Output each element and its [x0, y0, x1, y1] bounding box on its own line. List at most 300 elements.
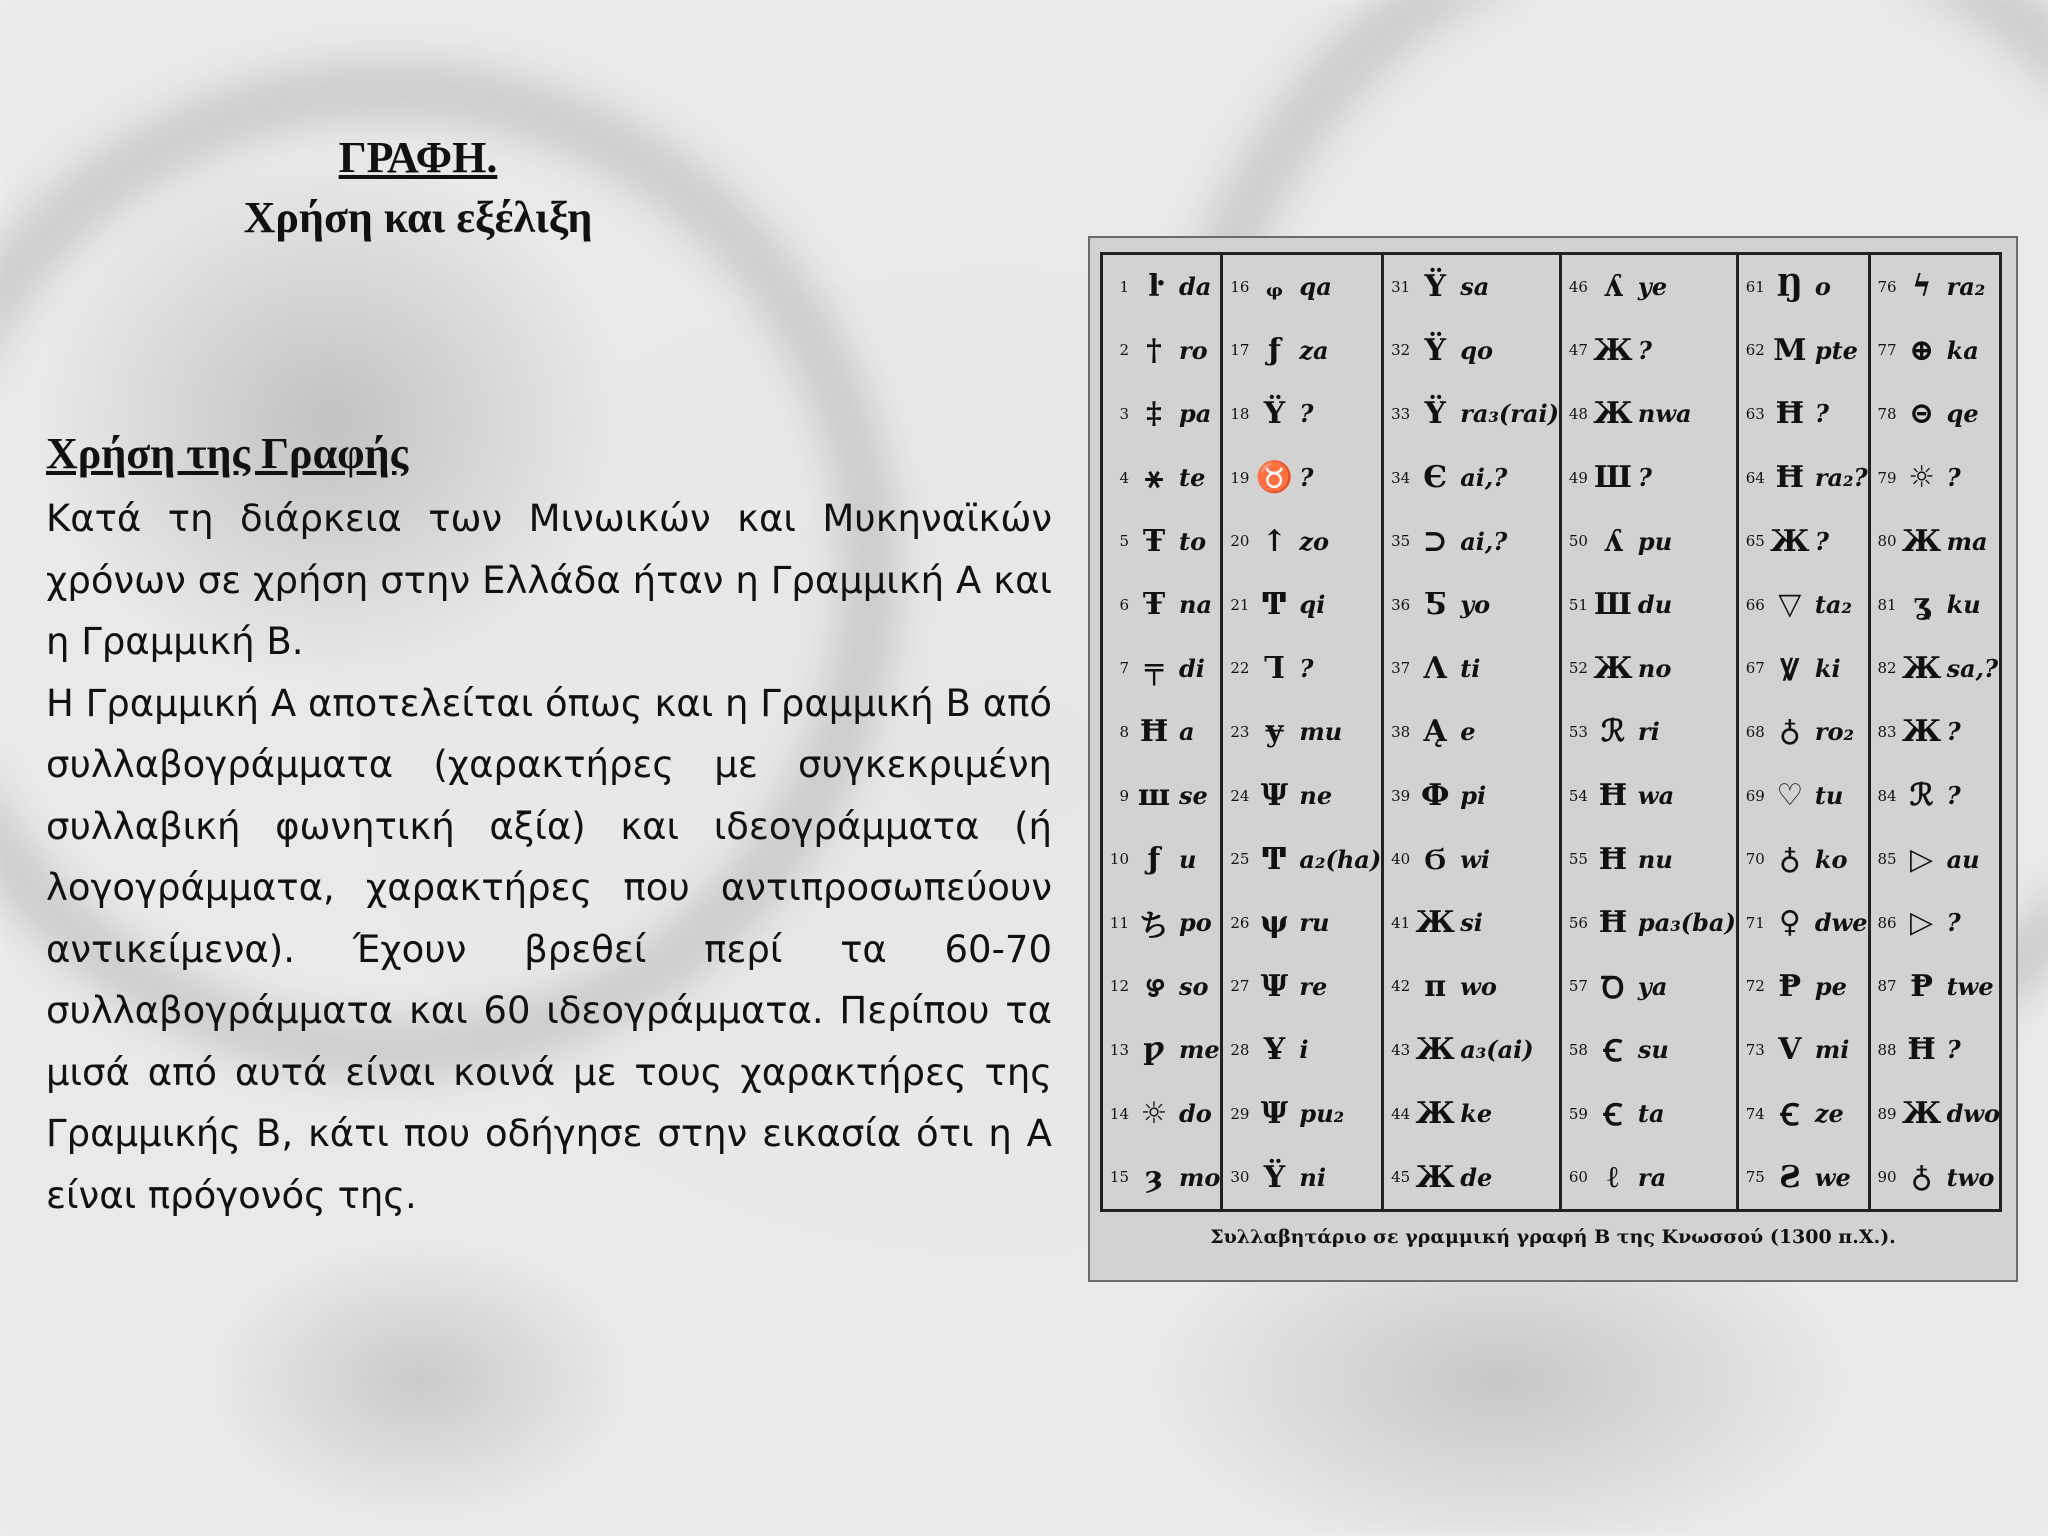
- sign-number: 44: [1391, 1104, 1411, 1123]
- sign-glyph: Ж: [1901, 523, 1942, 559]
- syllabary-cell: [1384, 1145, 1559, 1209]
- syllabary-cell: [1739, 827, 1868, 891]
- syllabary-cell: [1223, 700, 1381, 764]
- syllabary-cell: [1562, 573, 1736, 637]
- sign-value: o: [1814, 272, 1831, 302]
- syllabary-cell: [1739, 955, 1868, 1019]
- sign-number: 83: [1877, 722, 1897, 741]
- syllabary-cell: [1739, 382, 1868, 446]
- sign-glyph: Ħ: [1598, 841, 1628, 877]
- sign-glyph: Ꝺ: [1601, 970, 1625, 1006]
- sign-number: 57: [1568, 977, 1588, 996]
- sign-glyph: Ꝟ: [1780, 652, 1799, 688]
- sign-glyph: ɏ: [1265, 714, 1284, 750]
- sign-glyph: ƒ: [1147, 841, 1161, 877]
- syllabary-figure: [1088, 236, 2018, 1282]
- syllabary-cell: [1103, 700, 1220, 764]
- sign-glyph: ▷: [1910, 841, 1934, 877]
- sign-number: 7: [1119, 659, 1129, 678]
- sign-value: u: [1179, 844, 1197, 874]
- sign-value: nwa: [1637, 399, 1692, 429]
- syllabary-cell: [1103, 319, 1220, 383]
- sign-value: ra₂?: [1814, 463, 1868, 493]
- sign-value: de: [1460, 1162, 1493, 1192]
- syllabary-cell: [1871, 1145, 2000, 1209]
- syllabary-cell: [1223, 573, 1381, 637]
- sign-number: 88: [1877, 1040, 1897, 1059]
- sign-number: 33: [1391, 404, 1411, 423]
- sign-glyph: †: [1146, 332, 1162, 368]
- sign-value: ru: [1299, 908, 1330, 938]
- sign-value: twe: [1946, 971, 1994, 1001]
- sign-glyph: ȝ: [1144, 1159, 1164, 1195]
- syllabary-cell: [1103, 446, 1220, 510]
- sign-glyph: Ж: [1901, 650, 1942, 686]
- sign-value: e: [1460, 717, 1476, 747]
- sign-number: 20: [1230, 532, 1250, 551]
- sign-number: 26: [1230, 913, 1250, 932]
- sign-number: 74: [1745, 1104, 1765, 1123]
- sign-value: ?: [1946, 908, 1961, 938]
- sign-number: 60: [1568, 1168, 1588, 1187]
- syllabary-cell: [1384, 1082, 1559, 1146]
- sign-glyph: Ħ: [1598, 905, 1628, 941]
- sign-glyph: ‡: [1146, 396, 1162, 432]
- sign-value: ai,?: [1460, 463, 1508, 493]
- sign-number: 82: [1877, 659, 1897, 678]
- sign-number: 66: [1745, 595, 1765, 614]
- sign-value: dwe: [1814, 908, 1868, 938]
- sign-value: two: [1946, 1162, 1995, 1192]
- body-text: [46, 488, 1052, 1226]
- sign-value: dwo: [1946, 1099, 2001, 1129]
- sign-value: ?: [1299, 399, 1314, 429]
- sign-number: 86: [1877, 913, 1897, 932]
- sign-number: 31: [1391, 277, 1411, 296]
- sign-number: 56: [1568, 913, 1588, 932]
- sign-glyph: Ħ: [1598, 778, 1628, 814]
- sign-glyph: ♁: [1778, 841, 1801, 877]
- sign-value: we: [1814, 1162, 1851, 1192]
- sign-number: 16: [1230, 277, 1250, 296]
- sign-glyph: Ᵽ: [1778, 968, 1802, 1004]
- sign-value: a₃(ai): [1460, 1035, 1534, 1065]
- sign-value: ki: [1814, 653, 1841, 683]
- syllabary-cell: [1223, 764, 1381, 828]
- sign-value: wi: [1460, 844, 1490, 874]
- syllabary-cell: [1384, 1018, 1559, 1082]
- slide-title: [0, 128, 836, 248]
- sign-glyph: Ꞁ: [1263, 650, 1285, 686]
- sign-number: 80: [1877, 532, 1897, 551]
- syllabary-cell: [1384, 446, 1559, 510]
- sign-glyph: M: [1773, 332, 1807, 368]
- sign-number: 51: [1568, 595, 1588, 614]
- sign-value: za: [1299, 335, 1329, 365]
- sign-number: 79: [1877, 468, 1897, 487]
- syllabary-cell: [1223, 446, 1381, 510]
- syllabary-cell: [1871, 573, 2000, 637]
- sign-value: ?: [1637, 335, 1652, 365]
- sign-number: 6: [1119, 595, 1129, 614]
- sign-glyph: Ͳ: [1262, 587, 1287, 623]
- sign-glyph: Ж: [1770, 523, 1810, 559]
- sign-number: 75: [1745, 1168, 1765, 1187]
- sign-number: 9: [1119, 786, 1129, 805]
- syllabary-cell: [1103, 255, 1220, 319]
- syllabary-cell: [1739, 255, 1868, 319]
- sign-value: pe: [1814, 971, 1847, 1001]
- sign-glyph: ш: [1137, 778, 1171, 814]
- sign-number: 84: [1877, 786, 1897, 805]
- sign-number: 55: [1568, 850, 1588, 869]
- syllabary-cell: [1739, 891, 1868, 955]
- sign-glyph: ʓ: [1913, 587, 1931, 623]
- sign-number: 43: [1391, 1040, 1411, 1059]
- sign-number: 38: [1391, 722, 1411, 741]
- sign-value: wa: [1637, 781, 1675, 811]
- sign-number: 19: [1230, 468, 1250, 487]
- syllabary-cell: [1223, 1082, 1381, 1146]
- sign-number: 39: [1391, 786, 1411, 805]
- sign-glyph: ℓ: [1607, 1159, 1619, 1195]
- sign-value: di: [1179, 653, 1205, 683]
- sign-value: to: [1179, 526, 1207, 556]
- sign-value: ye: [1637, 272, 1668, 302]
- paragraph-1: Κατά τη διάρκεια των Μινωικών και Μυκηναϊκών χρόνων σε χρήση στην Ελλάδα ήταν η Γραμμική Α και η Γραμμική Β.: [46, 497, 1052, 663]
- syllabary-cell: [1103, 764, 1220, 828]
- sign-glyph: ⊝: [1909, 396, 1935, 432]
- syllabary-cell: [1384, 255, 1559, 319]
- sign-number: 30: [1230, 1168, 1250, 1187]
- sign-glyph: ☼: [1908, 460, 1936, 496]
- sign-value: no: [1637, 653, 1672, 683]
- sign-value: po: [1179, 908, 1212, 938]
- sign-glyph: ℛ: [1600, 714, 1625, 750]
- sign-glyph: ♉: [1255, 460, 1294, 496]
- syllabary-cell: [1103, 382, 1220, 446]
- syllabary-cell: [1223, 255, 1381, 319]
- syllabary-cell: [1871, 891, 2000, 955]
- sign-value: ?: [1637, 463, 1652, 493]
- sign-number: 47: [1568, 341, 1588, 360]
- syllabary-table: [1100, 252, 2002, 1212]
- syllabary-cell: [1871, 955, 2000, 1019]
- sign-number: 73: [1745, 1040, 1765, 1059]
- sign-value: a: [1179, 717, 1195, 747]
- sign-number: 77: [1877, 341, 1897, 360]
- syllabary-cell: [1103, 573, 1220, 637]
- sign-number: 17: [1230, 341, 1250, 360]
- sign-number: 50: [1568, 532, 1588, 551]
- sign-value: si: [1460, 908, 1483, 938]
- sign-number: 12: [1109, 977, 1129, 996]
- syllabary-cell: [1223, 637, 1381, 701]
- syllabary-cell: [1562, 955, 1736, 1019]
- sign-number: 22: [1230, 659, 1250, 678]
- sign-glyph: Ϭ: [1424, 841, 1447, 877]
- sign-glyph: Ƨ: [1778, 1159, 1801, 1195]
- sign-number: 27: [1230, 977, 1250, 996]
- syllabary-cell: [1223, 1145, 1381, 1209]
- sign-glyph: Ф: [1420, 778, 1450, 814]
- sign-value: ni: [1299, 1162, 1326, 1192]
- syllabary-cell: [1384, 764, 1559, 828]
- sign-glyph: Ψ: [1260, 968, 1289, 1004]
- sign-glyph: Ϋ: [1424, 332, 1446, 368]
- sign-value: ?: [1946, 1035, 1961, 1065]
- sign-value: ?: [1814, 526, 1829, 556]
- syllabary-cell: [1739, 764, 1868, 828]
- syllabary-cell: [1103, 827, 1220, 891]
- sign-value: te: [1179, 463, 1206, 493]
- sign-glyph: Ħ: [1775, 396, 1804, 432]
- syllabary-cell: [1223, 509, 1381, 573]
- syllabary-cell: [1562, 764, 1736, 828]
- sign-value: ?: [1299, 653, 1314, 683]
- sign-glyph: Ж: [1415, 1096, 1455, 1132]
- syllabary-cell: [1871, 1082, 2000, 1146]
- sign-glyph: ʎ: [1603, 523, 1623, 559]
- sign-value: nu: [1637, 844, 1673, 874]
- syllabary-column: [1739, 255, 1871, 1209]
- sign-value: da: [1179, 272, 1212, 302]
- sign-glyph: ⊃: [1422, 523, 1448, 559]
- sign-glyph: ▷: [1910, 905, 1934, 941]
- sign-value: qa: [1299, 272, 1332, 302]
- sign-number: 2: [1119, 341, 1129, 360]
- syllabary-cell: [1562, 446, 1736, 510]
- syllabary-cell: [1562, 1145, 1736, 1209]
- sign-glyph: Ж: [1593, 332, 1633, 368]
- sign-glyph: Ж: [1415, 1032, 1455, 1068]
- syllabary-cell: [1223, 891, 1381, 955]
- sign-value: du: [1637, 590, 1673, 620]
- sign-value: ze: [1814, 1099, 1844, 1129]
- syllabary-cell: [1562, 255, 1736, 319]
- figure-caption: Συλλαβητάριο σε γραμμική γραφή Β της Κνωσσού (1300 π.Χ.).: [1210, 1226, 1896, 1248]
- sign-value: ra₃(rai): [1460, 399, 1559, 429]
- sign-number: 3: [1119, 404, 1129, 423]
- sign-number: 10: [1109, 850, 1129, 869]
- sign-glyph: ♁: [1778, 714, 1801, 750]
- sign-glyph: ↑: [1261, 523, 1287, 559]
- syllabary-cell: [1384, 700, 1559, 764]
- sign-glyph: ƒ: [1267, 332, 1281, 368]
- sign-value: ti: [1460, 653, 1481, 683]
- sign-glyph: Ŧ: [1142, 587, 1166, 623]
- sign-number: 76: [1877, 277, 1897, 296]
- syllabary-cell: [1871, 764, 2000, 828]
- sign-value: ri: [1637, 717, 1660, 747]
- sign-glyph: Ꞓ: [1603, 1098, 1623, 1134]
- syllabary-cell: [1103, 1145, 1220, 1209]
- sign-glyph: ☼: [1140, 1096, 1168, 1132]
- sign-glyph: Ꞓ: [1780, 1098, 1800, 1134]
- syllabary-cell: [1739, 319, 1868, 383]
- syllabary-cell: [1384, 509, 1559, 573]
- syllabary-column: [1384, 255, 1562, 1209]
- sign-number: 48: [1568, 404, 1588, 423]
- sign-number: 15: [1109, 1168, 1129, 1187]
- sign-value: pu: [1637, 526, 1673, 556]
- sign-value: ra: [1637, 1162, 1667, 1192]
- section-heading: Χρήση της Γραφής: [46, 429, 409, 478]
- syllabary-cell: [1103, 637, 1220, 701]
- sign-value: mo: [1179, 1162, 1221, 1192]
- sign-value: qi: [1299, 590, 1326, 620]
- sign-number: 23: [1230, 722, 1250, 741]
- sign-value: wo: [1460, 971, 1497, 1001]
- sign-glyph: V: [1778, 1032, 1802, 1068]
- sign-number: 14: [1109, 1104, 1129, 1123]
- sign-glyph: Ψ: [1260, 778, 1289, 814]
- sign-value: zo: [1299, 526, 1330, 556]
- sign-value: ta: [1637, 1099, 1665, 1129]
- sign-number: 32: [1391, 341, 1411, 360]
- sign-number: 37: [1391, 659, 1411, 678]
- title-line-2: Χρήση και εξέλιξη: [243, 193, 593, 242]
- sign-value: re: [1299, 971, 1328, 1001]
- sign-number: 36: [1391, 595, 1411, 614]
- sign-value: pi: [1460, 781, 1487, 811]
- sign-number: 59: [1568, 1104, 1588, 1123]
- sign-glyph: Ж: [1415, 905, 1455, 941]
- sign-glyph: Ұ: [1263, 1032, 1286, 1068]
- sign-value: ka: [1946, 335, 1979, 365]
- sign-value: ya: [1637, 971, 1668, 1001]
- sign-number: 87: [1877, 977, 1897, 996]
- syllabary-column: [1871, 255, 2000, 1209]
- sign-glyph: Ƽ: [1423, 587, 1447, 623]
- syllabary-cell: [1562, 1082, 1736, 1146]
- sign-value: ro: [1179, 335, 1208, 365]
- syllabary-cell: [1103, 891, 1220, 955]
- sign-glyph: ♡: [1776, 778, 1804, 814]
- syllabary-cell: [1739, 573, 1868, 637]
- sign-glyph: Ж: [1593, 396, 1633, 432]
- syllabary-column: [1562, 255, 1739, 1209]
- sign-value: a₂(ha): [1299, 844, 1382, 874]
- syllabary-cell: [1384, 955, 1559, 1019]
- sign-glyph: Ж: [1593, 650, 1633, 686]
- sign-glyph: ち: [1139, 908, 1169, 944]
- syllabary-cell: [1871, 637, 2000, 701]
- sign-glyph: Ϋ: [1263, 396, 1286, 432]
- sign-glyph: Λ: [1423, 650, 1447, 686]
- sign-number: 41: [1391, 913, 1411, 932]
- syllabary-cell: [1103, 1082, 1220, 1146]
- sign-glyph: ᵩ: [1265, 269, 1283, 305]
- sign-value: ku: [1946, 590, 1981, 620]
- sign-number: 61: [1745, 277, 1765, 296]
- sign-value: tu: [1814, 781, 1844, 811]
- sign-number: 4: [1119, 468, 1129, 487]
- sign-glyph: Ᵽ: [1910, 968, 1933, 1004]
- sign-value: pa₃(ba): [1637, 908, 1736, 938]
- sign-value: sa,?: [1946, 653, 1999, 683]
- sign-number: 65: [1745, 532, 1765, 551]
- sign-number: 62: [1745, 341, 1765, 360]
- sign-number: 70: [1745, 850, 1765, 869]
- sign-glyph: Ħ: [1907, 1032, 1936, 1068]
- sign-number: 13: [1109, 1040, 1129, 1059]
- sign-number: 67: [1745, 659, 1765, 678]
- sign-glyph: ƿ: [1143, 1032, 1165, 1068]
- sign-glyph: Ϋ: [1263, 1159, 1286, 1195]
- sign-number: 21: [1230, 595, 1250, 614]
- syllabary-cell: [1562, 891, 1736, 955]
- syllabary-cell: [1739, 1082, 1868, 1146]
- sign-glyph: Ж: [1901, 1096, 1942, 1132]
- sign-value: sa: [1460, 272, 1490, 302]
- sign-number: 45: [1391, 1168, 1411, 1187]
- syllabary-cell: [1384, 573, 1559, 637]
- syllabary-cell: [1739, 1145, 1868, 1209]
- syllabary-cell: [1103, 955, 1220, 1019]
- sign-glyph: Ш: [1593, 587, 1632, 623]
- sign-number: 90: [1877, 1168, 1897, 1187]
- sign-number: 8: [1119, 722, 1129, 741]
- syllabary-cell: [1384, 319, 1559, 383]
- sign-number: 69: [1745, 786, 1765, 805]
- sign-value: do: [1179, 1099, 1212, 1129]
- sign-number: 28: [1230, 1040, 1250, 1059]
- sign-value: mu: [1299, 717, 1343, 747]
- sign-glyph: Ψ: [1260, 1096, 1289, 1132]
- sign-glyph: Ϋ: [1424, 396, 1446, 432]
- sign-glyph: π: [1424, 968, 1447, 1004]
- sign-glyph: ♁: [1910, 1159, 1933, 1195]
- syllabary-cell: [1384, 827, 1559, 891]
- syllabary-cell: [1871, 827, 2000, 891]
- sign-number: 24: [1230, 786, 1250, 805]
- syllabary-cell: [1871, 1018, 2000, 1082]
- sign-value: ro₂: [1814, 717, 1854, 747]
- sign-number: 40: [1391, 850, 1411, 869]
- sign-glyph: Ą: [1423, 714, 1447, 750]
- sign-glyph: Ħ: [1139, 714, 1169, 750]
- sign-value: ?: [1299, 463, 1314, 493]
- sign-number: 71: [1745, 913, 1765, 932]
- sign-glyph: ⊕: [1909, 332, 1935, 368]
- syllabary-cell: [1103, 509, 1220, 573]
- syllabary-cell: [1871, 255, 2000, 319]
- sign-value: na: [1179, 590, 1212, 620]
- syllabary-cell: [1223, 382, 1381, 446]
- sign-number: 53: [1568, 722, 1588, 741]
- syllabary-cell: [1103, 1018, 1220, 1082]
- sign-number: 63: [1745, 404, 1765, 423]
- sign-value: su: [1637, 1035, 1669, 1065]
- sign-number: 18: [1230, 404, 1250, 423]
- sign-glyph: ▽: [1778, 587, 1802, 623]
- syllabary-cell: [1223, 955, 1381, 1019]
- sign-glyph: Ꞓ: [1603, 1034, 1623, 1070]
- sign-number: 81: [1877, 595, 1897, 614]
- syllabary-cell: [1739, 509, 1868, 573]
- sign-number: 64: [1745, 468, 1765, 487]
- sign-glyph: ♀: [1778, 905, 1801, 941]
- syllabary-cell: [1871, 509, 2000, 573]
- sign-glyph: Є: [1423, 460, 1448, 496]
- sign-value: qo: [1460, 335, 1493, 365]
- sign-glyph: Ŋ: [1776, 269, 1803, 305]
- sign-number: 35: [1391, 532, 1411, 551]
- sign-number: 85: [1877, 850, 1897, 869]
- sign-glyph: ʎ: [1603, 269, 1623, 305]
- sign-value: se: [1179, 781, 1208, 811]
